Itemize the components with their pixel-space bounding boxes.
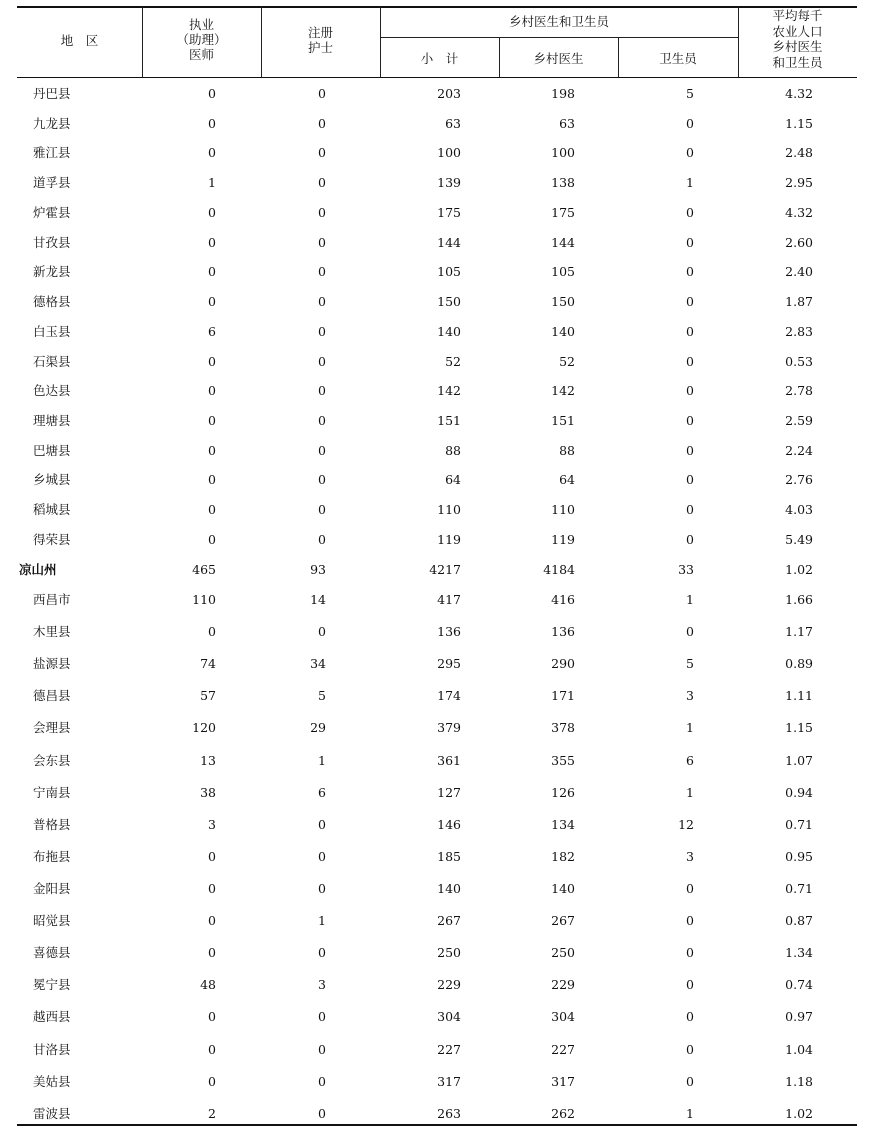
subtotal-value: 52 (445, 353, 461, 369)
subtotal-value: 139 (437, 175, 461, 191)
per-thousand-value: 1.02 (785, 561, 813, 577)
table-row (0, 262, 871, 282)
doctors-value: 0 (208, 204, 216, 220)
village-doctors-value: 88 (559, 442, 575, 458)
per-thousand-value: 1.07 (785, 752, 813, 768)
health-workers-value: 0 (686, 502, 694, 518)
doctors-value: 120 (192, 720, 216, 736)
nurses-value: 0 (318, 145, 326, 161)
table-row (0, 622, 871, 642)
subtotal-value: 227 (437, 1041, 461, 1057)
health-workers-value: 1 (686, 1105, 694, 1121)
doctors-value: 2 (208, 1105, 216, 1121)
village-doctors-value: 144 (551, 234, 575, 250)
subtotal-value: 185 (437, 848, 461, 864)
nurses-value: 14 (310, 592, 326, 607)
village-doctors-value: 198 (551, 86, 575, 101)
subtotal-value: 140 (437, 880, 461, 896)
table-row (0, 1007, 871, 1027)
table-row (0, 1072, 871, 1092)
table-row (0, 500, 871, 520)
subtotal-value: 175 (437, 204, 461, 220)
nurses-value: 3 (318, 977, 326, 993)
region-name: 雷波县 (33, 1105, 71, 1121)
doctors-value: 0 (208, 1041, 216, 1057)
health-workers-value: 0 (686, 383, 694, 399)
nurses-value: 0 (318, 264, 326, 280)
health-workers-value: 5 (686, 86, 694, 101)
village-doctors-value: 63 (559, 115, 575, 131)
table-row (0, 114, 871, 134)
subtotal-value: 119 (437, 531, 461, 547)
per-thousand-value: 2.40 (785, 264, 813, 280)
subtotal-value: 304 (437, 1009, 461, 1025)
per-thousand-value: 5.49 (785, 531, 813, 547)
village-doctors-value: 4184 (543, 561, 575, 577)
nurses-value: 0 (318, 234, 326, 250)
health-workers-value: 0 (686, 413, 694, 429)
per-thousand-value: 0.53 (785, 353, 813, 369)
header-doctors: 执业 （助理） 医师 (176, 17, 227, 62)
table-row (0, 1040, 871, 1060)
per-thousand-value: 2.48 (785, 145, 813, 161)
subtotal-value: 136 (437, 624, 461, 640)
health-workers-value: 1 (686, 784, 694, 800)
nurses-value: 5 (318, 688, 326, 704)
region-name: 丹巴县 (33, 86, 71, 101)
header-village-doctors: 乡村医生 (533, 51, 584, 66)
nurses-value: 0 (318, 816, 326, 832)
table-row (0, 292, 871, 312)
health-workers-value: 0 (686, 442, 694, 458)
health-workers-value: 0 (686, 323, 694, 339)
village-doctors-value: 140 (551, 880, 575, 896)
health-workers-value: 0 (686, 294, 694, 310)
doctors-value: 0 (208, 115, 216, 131)
table-row (0, 975, 871, 995)
per-thousand-value: 0.71 (785, 880, 813, 896)
region-row (0, 560, 871, 580)
village-doctors-value: 136 (551, 624, 575, 640)
table-row (0, 84, 871, 104)
health-workers-value: 6 (686, 752, 694, 768)
doctors-value: 74 (200, 656, 216, 672)
nurses-value: 0 (318, 115, 326, 131)
village-doctors-value: 100 (551, 145, 575, 161)
village-doctors-value: 182 (551, 848, 575, 864)
village-doctors-value: 151 (551, 413, 575, 429)
nurses-value: 0 (318, 1073, 326, 1089)
region-name: 布拖县 (33, 848, 71, 864)
doctors-value: 0 (208, 848, 216, 864)
doctors-value: 0 (208, 353, 216, 369)
nurses-value: 0 (318, 472, 326, 488)
village-doctors-value: 150 (551, 294, 575, 310)
doctors-value: 0 (208, 294, 216, 310)
village-doctors-value: 250 (551, 945, 575, 961)
nurses-value: 93 (310, 561, 326, 577)
health-workers-value: 0 (686, 204, 694, 220)
nurses-value: 0 (318, 502, 326, 518)
nurses-value: 0 (318, 1041, 326, 1057)
doctors-value: 0 (208, 1009, 216, 1025)
table-row (0, 233, 871, 253)
village-doctors-value: 355 (551, 752, 575, 768)
doctors-value: 13 (200, 752, 216, 768)
table-row (0, 783, 871, 803)
health-workers-value: 0 (686, 145, 694, 161)
subtotal-value: 105 (437, 264, 461, 280)
nurses-value: 0 (318, 383, 326, 399)
subtotal-value: 317 (437, 1073, 461, 1089)
health-workers-value: 0 (686, 472, 694, 488)
table-row (0, 530, 871, 550)
region-name: 白玉县 (33, 323, 71, 339)
region-name: 冕宁县 (33, 977, 71, 993)
health-workers-value: 0 (686, 913, 694, 929)
region-name: 炉霍县 (33, 204, 71, 220)
per-thousand-value: 2.59 (785, 413, 813, 429)
table-row (0, 1104, 871, 1124)
subtotal-value: 144 (437, 234, 461, 250)
header-nurses: 注册 护士 (307, 25, 333, 55)
per-thousand-value: 2.60 (785, 234, 813, 250)
region-name: 道孚县 (33, 175, 71, 191)
nurses-value: 1 (318, 913, 326, 929)
per-thousand-value: 4.32 (785, 204, 813, 220)
table-row (0, 143, 871, 163)
per-thousand-value: 1.34 (785, 945, 813, 961)
per-thousand-value: 4.32 (785, 86, 813, 101)
region-name: 凉山州 (19, 561, 57, 577)
health-workers-value: 0 (686, 977, 694, 993)
village-doctors-value: 229 (551, 977, 575, 993)
per-thousand-value: 1.04 (785, 1041, 813, 1057)
nurses-value: 0 (318, 294, 326, 310)
per-thousand-value: 2.76 (785, 472, 813, 488)
header-per-thousand: 平均每千 农业人口 乡村医生 和卫生员 (772, 8, 823, 70)
village-doctors-value: 119 (551, 531, 575, 547)
nurses-value: 0 (318, 353, 326, 369)
health-workers-value: 33 (678, 561, 694, 577)
region-name: 西昌市 (33, 592, 71, 607)
nurses-value: 0 (318, 848, 326, 864)
doctors-value: 0 (208, 880, 216, 896)
nurses-value: 34 (310, 656, 326, 672)
table-row (0, 173, 871, 193)
per-thousand-value: 0.94 (785, 784, 813, 800)
health-workers-value: 12 (678, 816, 694, 832)
region-name: 理塘县 (33, 413, 71, 429)
nurses-value: 0 (318, 1105, 326, 1121)
health-workers-value: 0 (686, 264, 694, 280)
region-name: 会理县 (33, 720, 71, 736)
region-name: 德格县 (33, 294, 71, 310)
doctors-value: 6 (208, 323, 216, 339)
region-name: 得荣县 (33, 531, 71, 547)
health-workers-value: 0 (686, 880, 694, 896)
region-name: 稻城县 (33, 502, 71, 518)
doctors-value: 0 (208, 472, 216, 488)
village-doctors-value: 171 (551, 688, 575, 704)
subtotal-value: 140 (437, 323, 461, 339)
per-thousand-value: 2.24 (785, 442, 813, 458)
per-thousand-value: 1.02 (785, 1105, 813, 1121)
subtotal-value: 267 (437, 913, 461, 929)
table-row (0, 381, 871, 401)
health-workers-value: 0 (686, 1073, 694, 1089)
region-name: 新龙县 (33, 264, 71, 280)
doctors-value: 110 (192, 592, 216, 607)
health-workers-value: 0 (686, 115, 694, 131)
doctors-value: 38 (200, 784, 216, 800)
nurses-value: 0 (318, 531, 326, 547)
subtotal-value: 151 (437, 413, 461, 429)
health-workers-value: 5 (686, 656, 694, 672)
health-workers-value: 0 (686, 945, 694, 961)
table-top-rule (17, 6, 857, 8)
per-thousand-value: 2.95 (785, 175, 813, 191)
village-doctors-value: 416 (551, 592, 575, 607)
village-doctors-value: 304 (551, 1009, 575, 1025)
subtotal-value: 379 (437, 720, 461, 736)
table-row (0, 943, 871, 963)
subtotal-value: 174 (437, 688, 461, 704)
table-row (0, 411, 871, 431)
village-doctors-value: 140 (551, 323, 575, 339)
nurses-value: 0 (318, 880, 326, 896)
nurses-value: 29 (310, 720, 326, 736)
subtotal-value: 63 (445, 115, 461, 131)
region-name: 德昌县 (33, 688, 71, 704)
region-name: 会东县 (33, 752, 71, 768)
region-name: 石渠县 (33, 353, 71, 369)
doctors-value: 1 (208, 175, 216, 191)
header-bottom-rule (17, 77, 857, 78)
table-row (0, 441, 871, 461)
doctors-value: 0 (208, 913, 216, 929)
doctors-value: 0 (208, 264, 216, 280)
per-thousand-value: 0.71 (785, 816, 813, 832)
subtotal-value: 295 (437, 656, 461, 672)
village-doctors-value: 317 (551, 1073, 575, 1089)
subtotal-value: 263 (437, 1105, 461, 1121)
subtotal-value: 142 (437, 383, 461, 399)
subtotal-value: 203 (437, 86, 461, 101)
village-doctors-value: 267 (551, 913, 575, 929)
nurses-value: 0 (318, 624, 326, 640)
village-doctors-value: 126 (551, 784, 575, 800)
table-row (0, 654, 871, 674)
table-bottom-rule (17, 1124, 857, 1126)
nurses-value: 1 (318, 752, 326, 768)
per-thousand-value: 0.74 (785, 977, 813, 993)
nurses-value: 0 (318, 323, 326, 339)
subtotal-value: 250 (437, 945, 461, 961)
header-subtotal: 小 计 (420, 51, 459, 66)
health-workers-value: 0 (686, 1009, 694, 1025)
village-doctors-value: 378 (551, 720, 575, 736)
village-doctors-value: 142 (551, 383, 575, 399)
per-thousand-value: 2.83 (785, 323, 813, 339)
region-name: 甘洛县 (33, 1041, 71, 1057)
region-name: 普格县 (33, 816, 71, 832)
region-name: 乡城县 (33, 472, 71, 488)
per-thousand-value: 0.89 (785, 656, 813, 672)
village-doctors-value: 64 (559, 472, 575, 488)
table-row (0, 751, 871, 771)
doctors-value: 48 (200, 977, 216, 993)
subtotal-value: 4217 (429, 561, 461, 577)
table-row (0, 911, 871, 931)
doctors-value: 0 (208, 1073, 216, 1089)
doctors-value: 0 (208, 624, 216, 640)
health-workers-value: 0 (686, 1041, 694, 1057)
region-name: 金阳县 (33, 880, 71, 896)
nurses-value: 0 (318, 1009, 326, 1025)
region-name: 九龙县 (33, 115, 71, 131)
nurses-value: 0 (318, 442, 326, 458)
village-doctors-value: 290 (551, 656, 575, 672)
health-workers-value: 0 (686, 234, 694, 250)
per-thousand-value: 4.03 (785, 502, 813, 518)
per-thousand-value: 2.78 (785, 383, 813, 399)
per-thousand-value: 1.18 (785, 1073, 813, 1089)
doctors-value: 0 (208, 86, 216, 101)
table-row (0, 686, 871, 706)
per-thousand-value: 1.87 (785, 294, 813, 310)
per-thousand-value: 0.97 (785, 1009, 813, 1025)
subtotal-value: 146 (437, 816, 461, 832)
nurses-value: 0 (318, 175, 326, 191)
village-doctors-value: 175 (551, 204, 575, 220)
subtotal-value: 88 (445, 442, 461, 458)
nurses-value: 0 (318, 204, 326, 220)
doctors-value: 465 (192, 561, 216, 577)
region-name: 昭觉县 (33, 913, 71, 929)
nurses-value: 0 (318, 945, 326, 961)
village-doctors-value: 138 (551, 175, 575, 191)
doctors-value: 0 (208, 531, 216, 547)
per-thousand-value: 1.15 (785, 720, 813, 736)
doctors-value: 0 (208, 145, 216, 161)
subtotal-value: 417 (437, 592, 461, 607)
header-village-group: 乡村医生和卫生员 (508, 14, 609, 29)
region-name: 色达县 (33, 383, 71, 399)
nurses-value: 0 (318, 413, 326, 429)
health-workers-value: 1 (686, 175, 694, 191)
health-workers-value: 0 (686, 531, 694, 547)
region-name: 巴塘县 (33, 442, 71, 458)
table-row (0, 718, 871, 738)
health-workers-value: 0 (686, 624, 694, 640)
doctors-value: 0 (208, 945, 216, 961)
health-workers-value: 3 (686, 688, 694, 704)
health-workers-value: 1 (686, 592, 694, 607)
doctors-value: 57 (200, 688, 216, 704)
doctors-value: 0 (208, 383, 216, 399)
subtotal-value: 150 (437, 294, 461, 310)
table-row (0, 590, 871, 610)
table-row (0, 470, 871, 490)
header-region: 地 区 (60, 33, 99, 48)
header-health-workers: 卫生员 (659, 51, 697, 66)
nurses-value: 6 (318, 784, 326, 800)
table-row (0, 879, 871, 899)
doctors-value: 3 (208, 816, 216, 832)
village-doctors-value: 105 (551, 264, 575, 280)
village-doctors-value: 262 (551, 1105, 575, 1121)
subtotal-value: 127 (437, 784, 461, 800)
table-row (0, 815, 871, 835)
village-doctors-value: 110 (551, 502, 575, 518)
health-workers-value: 1 (686, 720, 694, 736)
doctors-value: 0 (208, 413, 216, 429)
region-name: 喜德县 (33, 945, 71, 961)
doctors-value: 0 (208, 442, 216, 458)
region-name: 美姑县 (33, 1073, 71, 1089)
village-doctors-value: 52 (559, 353, 575, 369)
subtotal-value: 110 (437, 502, 461, 518)
village-doctors-value: 227 (551, 1041, 575, 1057)
subtotal-value: 361 (437, 752, 461, 768)
doctors-value: 0 (208, 502, 216, 518)
health-workers-value: 0 (686, 353, 694, 369)
doctors-value: 0 (208, 234, 216, 250)
region-name: 甘孜县 (33, 234, 71, 250)
subtotal-value: 64 (445, 472, 461, 488)
region-name: 越西县 (33, 1009, 71, 1025)
subtotal-value: 100 (437, 145, 461, 161)
table-row (0, 322, 871, 342)
table-row (0, 847, 871, 867)
per-thousand-value: 1.17 (785, 624, 813, 640)
region-name: 盐源县 (33, 656, 71, 672)
per-thousand-value: 0.95 (785, 848, 813, 864)
per-thousand-value: 1.66 (785, 592, 813, 607)
table-row (0, 352, 871, 372)
header-group-rule (380, 37, 738, 38)
region-name: 宁南县 (33, 784, 71, 800)
region-name: 雅江县 (33, 145, 71, 161)
per-thousand-value: 1.15 (785, 115, 813, 131)
per-thousand-value: 0.87 (785, 913, 813, 929)
region-name: 木里县 (33, 624, 71, 640)
subtotal-value: 229 (437, 977, 461, 993)
nurses-value: 0 (318, 86, 326, 101)
table-row (0, 203, 871, 223)
health-workers-value: 3 (686, 848, 694, 864)
per-thousand-value: 1.11 (785, 688, 813, 704)
village-doctors-value: 134 (551, 816, 575, 832)
